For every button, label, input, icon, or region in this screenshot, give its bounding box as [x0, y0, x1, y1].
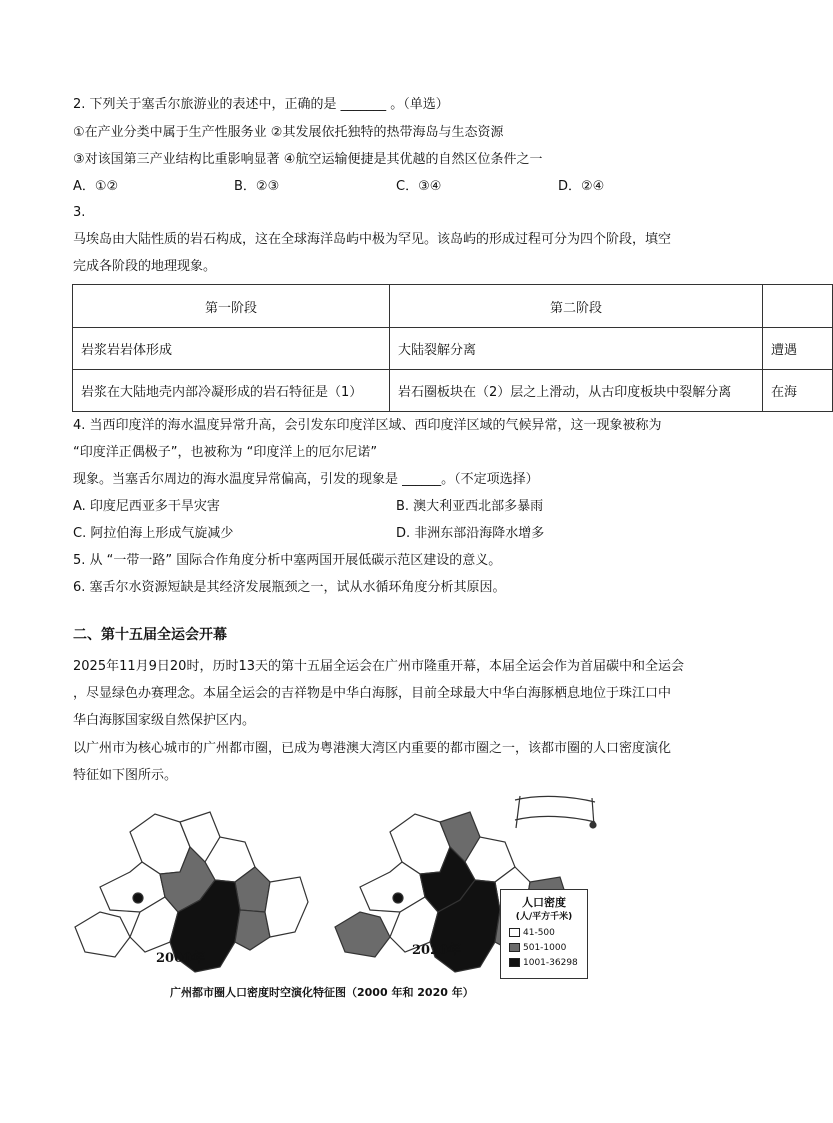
q2-option-b: B．②③ — [234, 179, 280, 194]
legend-swatch-mid — [509, 943, 520, 952]
table-cell: 岩浆岩岩体形成 — [73, 328, 390, 370]
table-cell: 遭遇 — [763, 328, 833, 370]
figure-caption: 广州都市圈人口密度时空演化特征图（2000 年和 2020 年） — [170, 986, 474, 999]
q3-text-line1: 马埃岛由大陆性质的岩石构成，这在全球海洋岛屿中极为罕见。该岛屿的形成过程可分为四个阶段，填空 — [73, 232, 672, 247]
legend-title: 人口密度 — [522, 896, 566, 909]
stages-table — [72, 284, 833, 412]
section2-paragraph-line3: 华白海豚国家级自然保护区内。 — [73, 713, 256, 728]
q4-line3: 现象。当塞舌尔周边的海水温度异常偏高，引发的现象是 ______。（不定项选择） — [73, 472, 539, 487]
table-header — [763, 285, 833, 328]
section-title: 二、第十五届全运会开幕 — [73, 627, 227, 643]
table-row — [73, 370, 833, 412]
q3-text-line2: 完成各阶段的地理现象。 — [73, 259, 217, 274]
legend-item: 1001-36298 — [509, 958, 578, 968]
section2-paragraph-line5: 特征如下图所示。 — [73, 768, 178, 783]
legend — [500, 889, 588, 979]
q4-option-c: C. 阿拉伯海上形成气旋减少 — [73, 526, 234, 541]
q2-option-d: D．②④ — [558, 179, 605, 194]
q4-option-b: B. 澳大利亚西北部多暴雨 — [396, 499, 544, 514]
q4-line1: 4. 当西印度洋的海水温度异常升高，会引发东印度洋区域、西印度洋区域的气候异常，这一现象被称为 — [73, 418, 662, 433]
q2-stem: 2. 下列关于塞舌尔旅游业的表述中，正确的是 _______ 。（单选） — [73, 97, 449, 112]
q5-text: 5. 从 “一带一路” 国际合作角度分析中塞两国开展低碳示范区建设的意义。 — [73, 553, 502, 568]
legend-unit: (人/平方千米) — [515, 912, 573, 922]
q3-number: 3. — [73, 205, 86, 220]
table-header: 第一阶段 — [73, 285, 390, 328]
table-cell: 大陆裂解分离 — [390, 328, 763, 370]
map-label-2020: 2020年 — [412, 943, 462, 958]
table-cell: 岩石圈板块在（2）层之上滑动，从古印度板块中裂解分离 — [390, 370, 763, 412]
q4-option-a: A. 印度尼西亚多干旱灾害 — [73, 499, 220, 514]
map-label-2000: 2000年 — [156, 951, 206, 966]
legend-item: 41-500 — [509, 928, 555, 938]
section2-paragraph-line2: ，尽显绿色办赛理念。本届全运会的吉祥物是中华白海豚，目前全球最大中华白海豚栖息地位于珠江口中 — [73, 686, 672, 701]
section2-paragraph-line1: 2025年11月9日20时，历时13天的第十五届全运会在广州市隆重开幕，本届全运会作为首届碳中和全运会 — [73, 659, 684, 674]
table-cell: 岩浆在大陆地壳内部冷凝形成的岩石特征是（1） — [73, 370, 390, 412]
legend-swatch-high — [509, 958, 520, 967]
sketch-mark — [515, 796, 596, 828]
table-header: 第二阶段 — [390, 285, 763, 328]
table-header-row — [73, 285, 833, 328]
legend-swatch-low — [509, 928, 520, 937]
section2-paragraph-line4: 以广州市为核心城市的广州都市圈，已成为粤港澳大湾区内重要的都市圈之一，该都市圈的人口密度演化 — [73, 741, 672, 756]
table-row — [73, 328, 833, 370]
q2-statement-line2: ③对该国第三产业结构比重影响显著 ④航空运输便捷是其优越的自然区位条件之一 — [73, 152, 543, 167]
table-cell: 在海 — [763, 370, 833, 412]
q2-option-a: A．①② — [73, 179, 119, 194]
legend-item: 501-1000 — [509, 943, 566, 953]
q4-option-d: D. 非洲东部沿海降水增多 — [396, 526, 545, 541]
q2-statement-line1: ①在产业分类中属于生产性服务业 ②其发展依托独特的热带海岛与生态资源 — [73, 125, 504, 140]
q2-option-c: C．③④ — [396, 179, 442, 194]
q6-text: 6. 塞舌尔水资源短缺是其经济发展瓶颈之一，试从水循环角度分析其原因。 — [73, 580, 506, 595]
q4-line2: “印度洋正偶极子”，也被称为 “印度洋上的厄尔尼诺” — [73, 445, 378, 460]
